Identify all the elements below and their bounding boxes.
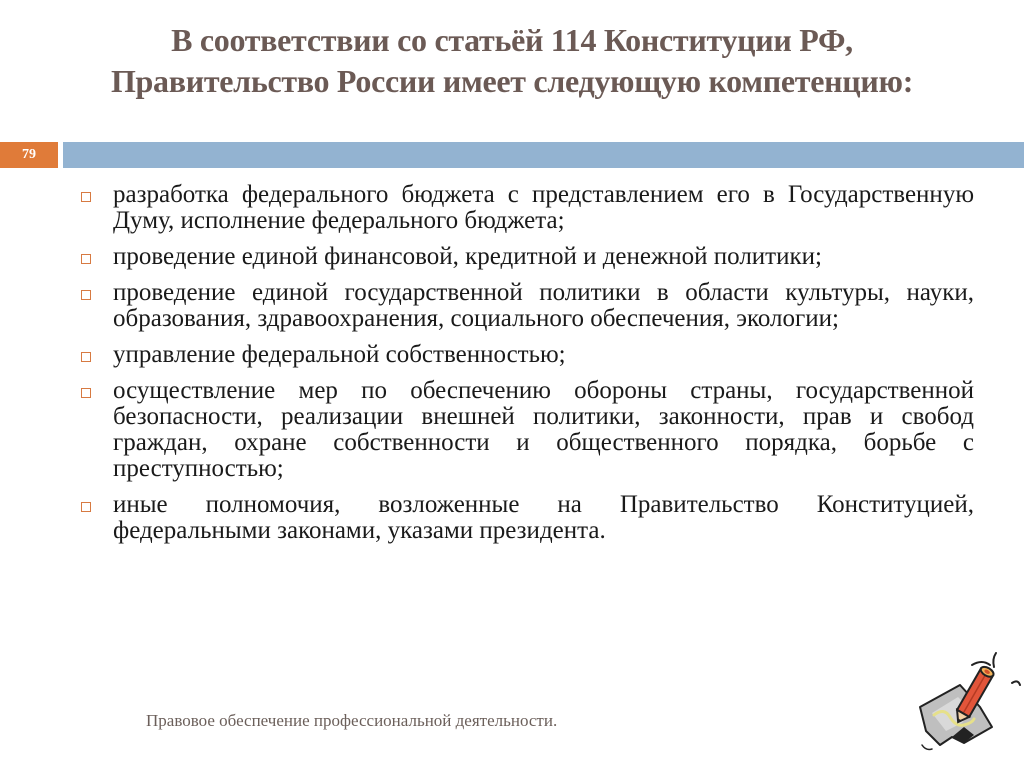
hollow-square-icon [81, 388, 91, 398]
hollow-square-icon [81, 290, 91, 300]
hollow-square-icon [81, 192, 91, 202]
list-item-text: разработка федерального бюджета с представлением его в Государственную Думу, исполнение федерального бюджета; [113, 181, 974, 234]
list-item [78, 244, 974, 270]
list-item [78, 378, 974, 482]
list-item-text: управление федеральной собственностью; [113, 341, 566, 368]
slide-title: В соответствии со статьёй 114 Конституции РФ, Правительство России имеет следующую компетенцию: [110, 22, 914, 99]
hollow-square-icon [81, 254, 91, 264]
list-item-text: проведение единой государственной политики в области культуры, науки, образования, здравоохранения, социального обеспечения, экологии; [113, 279, 974, 332]
list-item [78, 492, 974, 544]
slide-footer: Правовое обеспечение профессиональной деятельности. [146, 711, 558, 730]
list-item [78, 342, 974, 368]
header-divider-bar [63, 142, 1024, 168]
competence-list [78, 182, 974, 554]
list-item-text: иные полномочия, возложенные на Правительство Конституцией, федеральными законами, указами президента. [113, 491, 974, 544]
list-item-text: проведение единой финансовой, кредитной и денежной политики; [113, 243, 822, 270]
list-item-text: осуществление мер по обеспечению обороны страны, государственной безопасности, реализации внешней политики, законности, прав и свобод граждан, охране собственности и общественного порядка, борьбе с преступностью; [113, 377, 974, 482]
list-item [78, 182, 974, 234]
list-item [78, 280, 974, 332]
pencil-and-paper-icon [912, 645, 1022, 755]
hollow-square-icon [81, 502, 91, 512]
hollow-square-icon [81, 352, 91, 362]
slide-number-badge [0, 142, 58, 168]
slide-number: 79 [22, 147, 36, 162]
